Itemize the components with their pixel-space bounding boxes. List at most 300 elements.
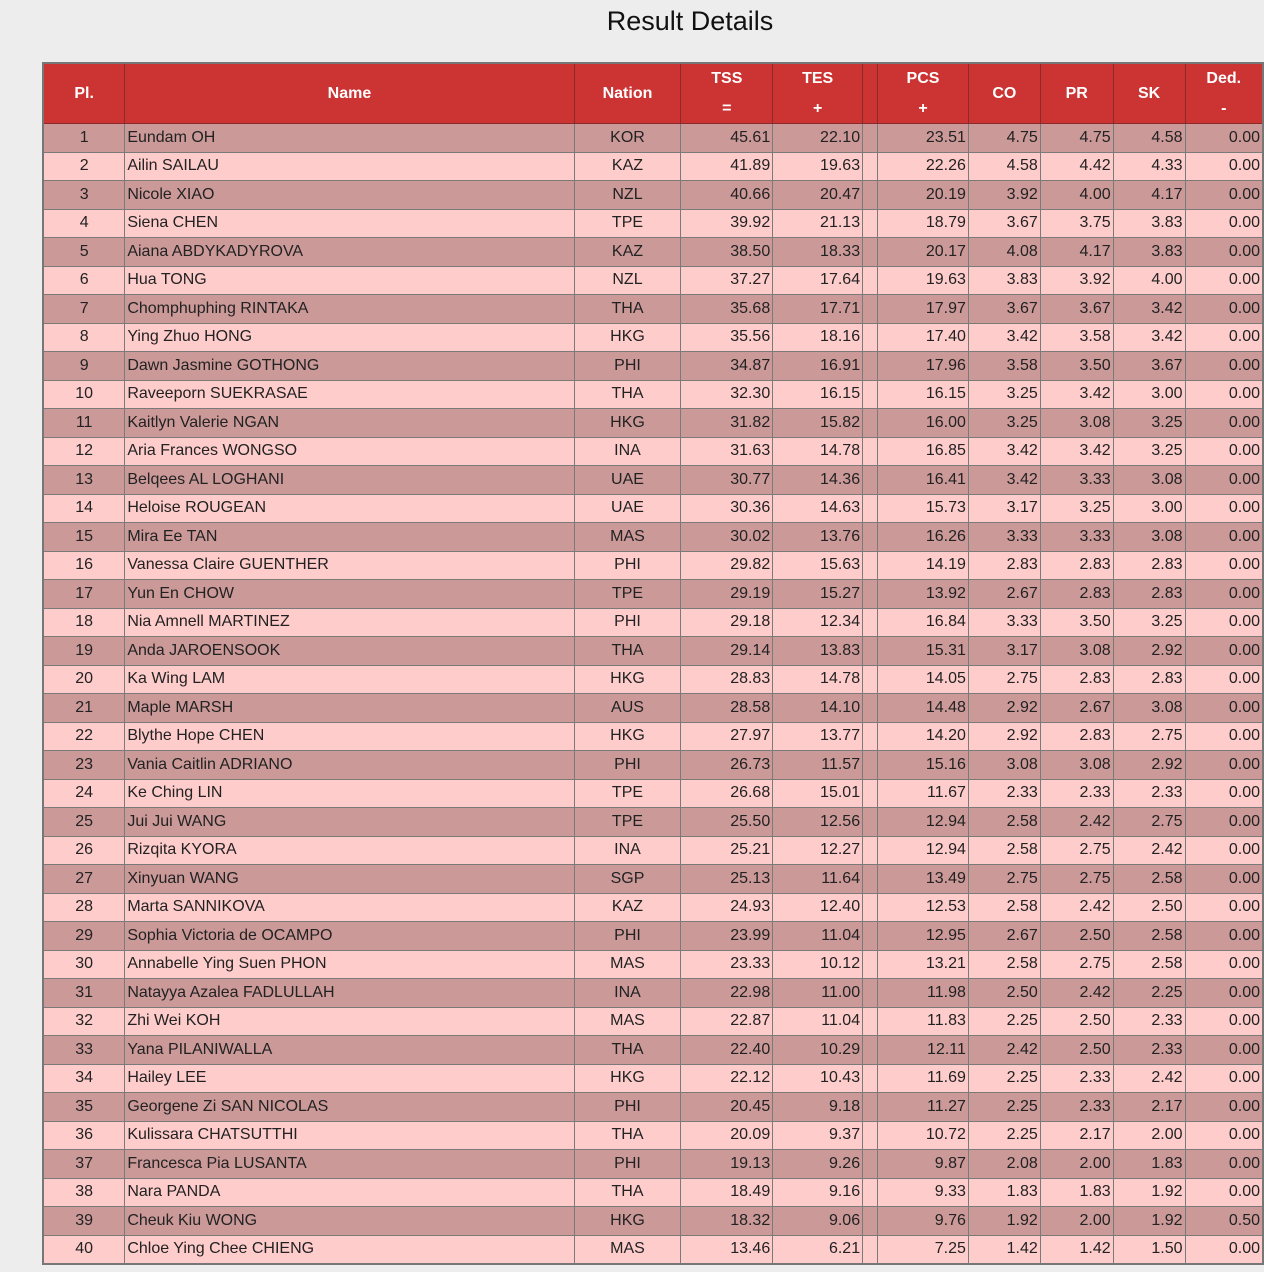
cell-pcs: 16.15 [878,380,969,409]
cell-co: 2.58 [968,808,1040,837]
cell-nation: THA [574,1036,681,1065]
cell-name: Annabelle Ying Suen PHON [125,950,574,979]
cell-tes: 15.01 [773,779,863,808]
cell-name: Kulissara CHATSUTTHI [125,1121,574,1150]
cell-tes: 9.16 [773,1178,863,1207]
cell-pcs: 11.67 [878,779,969,808]
cell-co: 2.58 [968,950,1040,979]
cell-co: 3.67 [968,209,1040,238]
cell-co: 2.92 [968,722,1040,751]
cell-ded: 0.00 [1185,922,1263,951]
cell-tes: 11.04 [773,1007,863,1036]
cell-tes: 22.10 [773,124,863,153]
cell-spacer [863,380,878,409]
cell-spacer [863,1064,878,1093]
cell-tss: 25.50 [681,808,773,837]
cell-nation: NZL [574,266,681,295]
cell-tss: 18.32 [681,1207,773,1236]
cell-place: 2 [43,152,125,181]
cell-sk: 4.00 [1113,266,1185,295]
col-header-tss [681,63,773,124]
cell-ded: 0.00 [1185,836,1263,865]
cell-nation: HKG [574,665,681,694]
cell-tss: 25.21 [681,836,773,865]
cell-name: Hua TONG [125,266,574,295]
cell-nation: HKG [574,409,681,438]
cell-nation: TPE [574,580,681,609]
cell-place: 37 [43,1150,125,1179]
cell-pcs: 16.85 [878,437,969,466]
cell-pcs: 16.26 [878,523,969,552]
table-row [43,1207,1263,1236]
results-table-body [43,124,1263,1265]
cell-place: 30 [43,950,125,979]
table-row [43,1235,1263,1264]
cell-sk: 2.75 [1113,808,1185,837]
cell-co: 2.83 [968,551,1040,580]
cell-tes: 12.34 [773,608,863,637]
cell-tes: 6.21 [773,1235,863,1264]
cell-co: 3.92 [968,181,1040,210]
cell-pcs: 9.33 [878,1178,969,1207]
cell-nation: THA [574,637,681,666]
cell-name: Cheuk Kiu WONG [125,1207,574,1236]
cell-sk: 2.33 [1113,1036,1185,1065]
cell-sk: 4.58 [1113,124,1185,153]
cell-tss: 29.14 [681,637,773,666]
cell-pr: 2.50 [1040,1036,1113,1065]
cell-ded: 0.00 [1185,665,1263,694]
cell-tes: 17.71 [773,295,863,324]
cell-nation: NZL [574,181,681,210]
cell-nation: INA [574,437,681,466]
cell-name: Hailey LEE [125,1064,574,1093]
cell-spacer [863,751,878,780]
cell-place: 6 [43,266,125,295]
cell-co: 3.83 [968,266,1040,295]
cell-name: Maple MARSH [125,694,574,723]
table-row [43,1007,1263,1036]
cell-pcs: 23.51 [878,124,969,153]
cell-ded: 0.00 [1185,950,1263,979]
cell-tss: 28.83 [681,665,773,694]
cell-pr: 3.75 [1040,209,1113,238]
cell-co: 3.33 [968,523,1040,552]
cell-ded: 0.00 [1185,608,1263,637]
cell-name: Siena CHEN [125,209,574,238]
table-row [43,266,1263,295]
cell-pr: 3.08 [1040,637,1113,666]
cell-name: Ke Ching LIN [125,779,574,808]
cell-pcs: 20.17 [878,238,969,267]
col-header-pcs [878,63,969,124]
cell-spacer [863,238,878,267]
cell-pr: 2.42 [1040,893,1113,922]
cell-sk: 1.83 [1113,1150,1185,1179]
table-row [43,494,1263,523]
ded-operator: - [1221,99,1227,117]
pcs-operator: + [918,99,928,117]
cell-pcs: 11.27 [878,1093,969,1122]
cell-ded: 0.00 [1185,1150,1263,1179]
cell-name: Ailin SAILAU [125,152,574,181]
cell-name: Sophia Victoria de OCAMPO [125,922,574,951]
cell-sk: 3.67 [1113,352,1185,381]
cell-pcs: 17.96 [878,352,969,381]
cell-ded: 0.00 [1185,637,1263,666]
cell-pcs: 15.31 [878,637,969,666]
cell-name: Georgene Zi SAN NICOLAS [125,1093,574,1122]
cell-name: Vanessa Claire GUENTHER [125,551,574,580]
cell-sk: 4.33 [1113,152,1185,181]
table-row [43,893,1263,922]
table-row [43,352,1263,381]
cell-pr: 2.83 [1040,665,1113,694]
cell-tss: 13.46 [681,1235,773,1264]
cell-place: 12 [43,437,125,466]
cell-tss: 32.30 [681,380,773,409]
table-row [43,665,1263,694]
cell-sk: 2.17 [1113,1093,1185,1122]
table-row [43,979,1263,1008]
table-row [43,922,1263,951]
table-row [43,950,1263,979]
cell-pr: 1.83 [1040,1178,1113,1207]
cell-sk: 2.58 [1113,950,1185,979]
cell-nation: INA [574,836,681,865]
cell-sk: 1.50 [1113,1235,1185,1264]
cell-co: 2.75 [968,665,1040,694]
cell-pr: 3.50 [1040,608,1113,637]
cell-tss: 18.49 [681,1178,773,1207]
cell-name: Blythe Hope CHEN [125,722,574,751]
cell-pcs: 13.21 [878,950,969,979]
tss-operator: = [722,99,732,117]
cell-place: 20 [43,665,125,694]
table-row [43,1036,1263,1065]
cell-tes: 11.64 [773,865,863,894]
cell-tss: 35.68 [681,295,773,324]
pcs-label: PCS [906,69,940,87]
cell-sk: 1.92 [1113,1178,1185,1207]
table-row [43,580,1263,609]
cell-tss: 19.13 [681,1150,773,1179]
cell-nation: PHI [574,1150,681,1179]
cell-pr: 3.33 [1040,523,1113,552]
table-row [43,1178,1263,1207]
cell-co: 2.33 [968,779,1040,808]
cell-tes: 19.63 [773,152,863,181]
cell-name: Vania Caitlin ADRIANO [125,751,574,780]
cell-name: Belqees AL LOGHANI [125,466,574,495]
cell-place: 3 [43,181,125,210]
table-row [43,1150,1263,1179]
cell-pcs: 13.92 [878,580,969,609]
cell-ded: 0.00 [1185,124,1263,153]
cell-co: 4.08 [968,238,1040,267]
cell-tss: 20.45 [681,1093,773,1122]
ded-label: Ded. [1206,69,1242,87]
cell-pcs: 9.87 [878,1150,969,1179]
cell-tes: 9.26 [773,1150,863,1179]
cell-tes: 12.56 [773,808,863,837]
cell-ded: 0.00 [1185,409,1263,438]
cell-pcs: 9.76 [878,1207,969,1236]
results-table-container [42,62,1264,1265]
tes-operator: + [812,99,823,117]
cell-tss: 22.98 [681,979,773,1008]
cell-name: Natayya Azalea FADLULLAH [125,979,574,1008]
cell-sk: 2.83 [1113,551,1185,580]
cell-spacer [863,466,878,495]
cell-pr: 2.50 [1040,1007,1113,1036]
cell-ded: 0.00 [1185,266,1263,295]
cell-spacer [863,1007,878,1036]
cell-spacer [863,352,878,381]
cell-tes: 20.47 [773,181,863,210]
cell-pr: 2.42 [1040,979,1113,1008]
cell-ded: 0.00 [1185,380,1263,409]
cell-tss: 27.97 [681,722,773,751]
cell-nation: UAE [574,466,681,495]
table-row [43,1064,1263,1093]
cell-name: Heloise ROUGEAN [125,494,574,523]
col-header-spacer [863,63,878,124]
cell-place: 22 [43,722,125,751]
cell-tss: 34.87 [681,352,773,381]
cell-tss: 29.19 [681,580,773,609]
cell-pr: 2.83 [1040,722,1113,751]
cell-pr: 2.83 [1040,551,1113,580]
cell-tss: 26.68 [681,779,773,808]
cell-ded: 0.00 [1185,238,1263,267]
cell-pr: 3.25 [1040,494,1113,523]
cell-tss: 30.02 [681,523,773,552]
cell-place: 5 [43,238,125,267]
cell-pr: 3.08 [1040,409,1113,438]
cell-tss: 45.61 [681,124,773,153]
cell-pcs: 15.73 [878,494,969,523]
table-row [43,551,1263,580]
cell-pcs: 17.40 [878,323,969,352]
table-row [43,808,1263,837]
table-row [43,608,1263,637]
col-header-name: Name [125,63,574,124]
cell-pcs: 12.94 [878,808,969,837]
cell-nation: PHI [574,1093,681,1122]
cell-pr: 2.75 [1040,950,1113,979]
cell-pr: 2.17 [1040,1121,1113,1150]
cell-co: 3.58 [968,352,1040,381]
cell-name: Ka Wing LAM [125,665,574,694]
cell-nation: HKG [574,722,681,751]
cell-spacer [863,209,878,238]
cell-sk: 2.42 [1113,836,1185,865]
cell-nation: MAS [574,1235,681,1264]
cell-ded: 0.00 [1185,1235,1263,1264]
cell-pr: 4.42 [1040,152,1113,181]
cell-pcs: 22.26 [878,152,969,181]
cell-nation: SGP [574,865,681,894]
cell-tes: 12.27 [773,836,863,865]
cell-place: 27 [43,865,125,894]
cell-nation: PHI [574,608,681,637]
cell-tes: 11.00 [773,979,863,1008]
cell-pr: 2.33 [1040,1064,1113,1093]
cell-tes: 16.15 [773,380,863,409]
cell-name: Kaitlyn Valerie NGAN [125,409,574,438]
cell-spacer [863,295,878,324]
cell-pcs: 15.16 [878,751,969,780]
cell-sk: 3.25 [1113,608,1185,637]
cell-co: 3.42 [968,437,1040,466]
cell-place: 21 [43,694,125,723]
cell-pr: 2.75 [1040,865,1113,894]
table-row [43,152,1263,181]
cell-nation: MAS [574,1007,681,1036]
cell-place: 32 [43,1007,125,1036]
cell-sk: 2.92 [1113,637,1185,666]
cell-sk: 3.08 [1113,694,1185,723]
cell-sk: 3.83 [1113,209,1185,238]
cell-tss: 39.92 [681,209,773,238]
cell-tss: 22.40 [681,1036,773,1065]
cell-place: 11 [43,409,125,438]
cell-nation: KAZ [574,238,681,267]
col-header-ded [1185,63,1263,124]
cell-nation: PHI [574,922,681,951]
cell-ded: 0.00 [1185,779,1263,808]
cell-nation: AUS [574,694,681,723]
cell-co: 4.58 [968,152,1040,181]
cell-tss: 22.12 [681,1064,773,1093]
cell-tes: 11.04 [773,922,863,951]
cell-sk: 2.83 [1113,665,1185,694]
cell-name: Yun En CHOW [125,580,574,609]
cell-pcs: 11.69 [878,1064,969,1093]
table-row [43,295,1263,324]
cell-nation: THA [574,1178,681,1207]
cell-nation: THA [574,295,681,324]
cell-spacer [863,437,878,466]
cell-place: 17 [43,580,125,609]
cell-place: 15 [43,523,125,552]
cell-pr: 2.00 [1040,1150,1113,1179]
cell-sk: 2.00 [1113,1121,1185,1150]
cell-tes: 14.10 [773,694,863,723]
cell-tes: 14.36 [773,466,863,495]
cell-place: 28 [43,893,125,922]
cell-ded: 0.00 [1185,523,1263,552]
cell-spacer [863,808,878,837]
cell-tss: 20.09 [681,1121,773,1150]
table-row [43,637,1263,666]
cell-ded: 0.00 [1185,1007,1263,1036]
cell-nation: TPE [574,779,681,808]
results-table [42,62,1264,1265]
cell-name: Dawn Jasmine GOTHONG [125,352,574,381]
cell-spacer [863,181,878,210]
cell-sk: 3.08 [1113,466,1185,495]
tss-label: TSS [711,69,743,87]
cell-spacer [863,979,878,1008]
cell-sk: 2.58 [1113,865,1185,894]
cell-name: Anda JAROENSOOK [125,637,574,666]
cell-ded: 0.00 [1185,865,1263,894]
cell-co: 1.83 [968,1178,1040,1207]
cell-pr: 3.50 [1040,352,1113,381]
cell-nation: KAZ [574,152,681,181]
cell-co: 2.50 [968,979,1040,1008]
cell-ded: 0.00 [1185,551,1263,580]
cell-place: 40 [43,1235,125,1264]
cell-pcs: 11.98 [878,979,969,1008]
cell-co: 3.08 [968,751,1040,780]
table-row [43,124,1263,153]
cell-tes: 10.12 [773,950,863,979]
cell-nation: THA [574,380,681,409]
cell-pcs: 7.25 [878,1235,969,1264]
cell-sk: 3.00 [1113,380,1185,409]
col-header-sk: SK [1113,63,1185,124]
cell-pr: 2.33 [1040,1093,1113,1122]
cell-ded: 0.00 [1185,352,1263,381]
cell-ded: 0.00 [1185,1093,1263,1122]
cell-spacer [863,722,878,751]
table-row [43,323,1263,352]
col-header-tes [773,63,863,124]
cell-ded: 0.00 [1185,181,1263,210]
cell-ded: 0.00 [1185,152,1263,181]
cell-nation: PHI [574,751,681,780]
cell-co: 2.67 [968,922,1040,951]
cell-tes: 15.63 [773,551,863,580]
table-row [43,466,1263,495]
cell-spacer [863,950,878,979]
cell-tss: 29.18 [681,608,773,637]
cell-tes: 14.63 [773,494,863,523]
cell-co: 2.67 [968,580,1040,609]
cell-tss: 23.33 [681,950,773,979]
cell-tes: 15.82 [773,409,863,438]
cell-place: 16 [43,551,125,580]
cell-spacer [863,836,878,865]
cell-nation: MAS [574,523,681,552]
cell-spacer [863,1178,878,1207]
cell-tes: 15.27 [773,580,863,609]
cell-name: Nara PANDA [125,1178,574,1207]
cell-tss: 26.73 [681,751,773,780]
cell-sk: 2.50 [1113,893,1185,922]
col-header-pr: PR [1040,63,1113,124]
cell-spacer [863,1235,878,1264]
cell-pcs: 18.79 [878,209,969,238]
cell-tes: 13.83 [773,637,863,666]
col-header-nation: Nation [574,63,681,124]
cell-pr: 3.58 [1040,323,1113,352]
cell-ded: 0.00 [1185,295,1263,324]
table-row [43,865,1263,894]
cell-name: Xinyuan WANG [125,865,574,894]
cell-spacer [863,124,878,153]
cell-place: 29 [43,922,125,951]
cell-ded: 0.50 [1185,1207,1263,1236]
cell-tss: 29.82 [681,551,773,580]
cell-spacer [863,494,878,523]
cell-co: 3.33 [968,608,1040,637]
table-row [43,1121,1263,1150]
cell-ded: 0.00 [1185,323,1263,352]
